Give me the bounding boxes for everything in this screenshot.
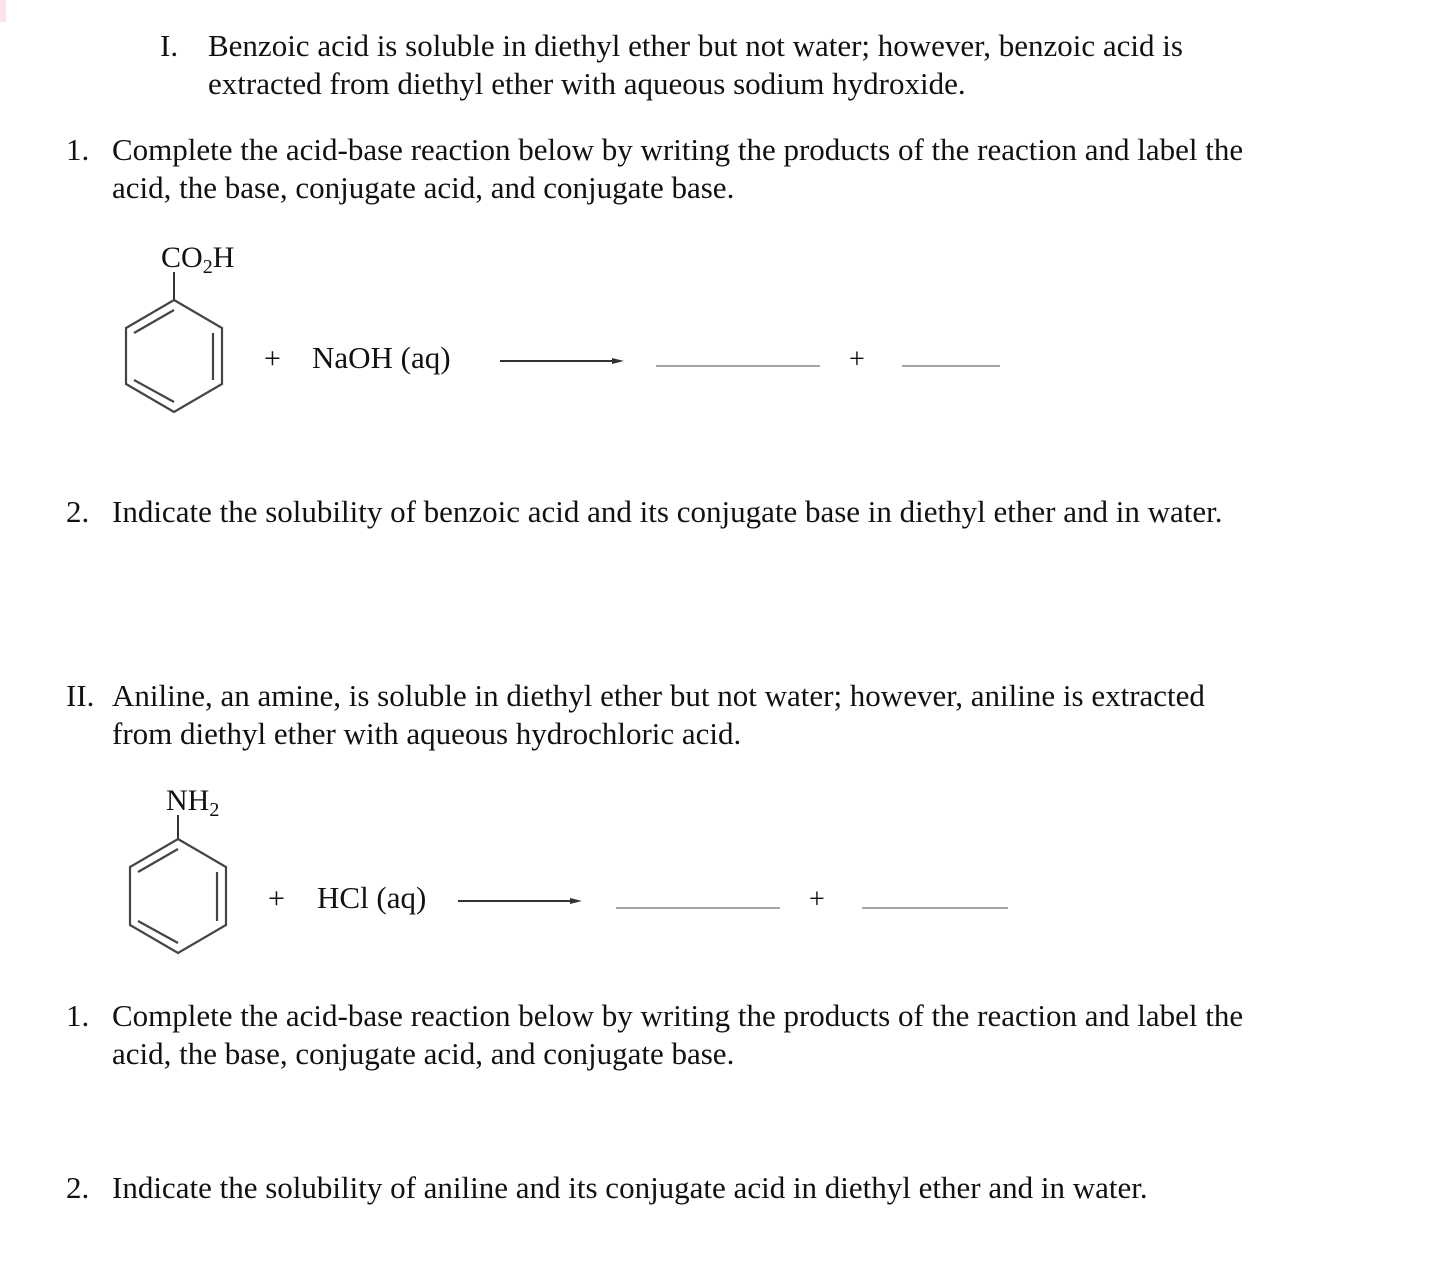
question-number: 1. <box>66 998 90 1033</box>
reaction-1-diagram <box>0 230 1100 430</box>
reagent-naoh: NaOH (aq) <box>312 340 451 375</box>
benzene-ring-2 <box>130 839 226 953</box>
reactant-plus: + <box>268 882 285 915</box>
reaction-arrow-1 <box>500 358 624 364</box>
section-i-text: Benzoic acid is soluble in diethyl ether but not water; however, benzoic acid is extracted from diethyl ether with aqueous sodium hydroxide. <box>208 28 1183 101</box>
section-i-question-1 <box>66 131 1266 207</box>
benzene-ring-1 <box>126 300 222 412</box>
section-ii-statement <box>66 677 1266 753</box>
question-text: Indicate the solubility of aniline and its conjugate acid in diethyl ether and in water. <box>112 1170 1148 1205</box>
question-text: Complete the acid-base reaction below by writing the products of the reaction and label the acid, the base, conjugate acid, and conjugate base. <box>112 998 1244 1071</box>
section-ii-question-2 <box>66 1169 1366 1207</box>
product-plus: + <box>809 884 825 915</box>
section-ii-question-1 <box>66 997 1266 1073</box>
reaction-arrow-2 <box>458 898 582 904</box>
section-i-question-2 <box>66 493 1266 531</box>
reaction-aniline <box>0 775 1100 965</box>
corner-mark <box>0 0 6 22</box>
section-i-statement <box>160 27 1280 103</box>
section-i-number: I. <box>160 28 179 63</box>
section-ii-text: Aniline, an amine, is soluble in diethyl ether but not water; however, aniline is extracted from diethyl ether with aqueous hydrochloric acid. <box>112 678 1205 751</box>
co2h-label: $CO_2H$ <box>161 241 235 278</box>
reaction-benzoic-acid <box>0 230 1100 430</box>
question-text: Complete the acid-base reaction below by writing the products of the reaction and label the acid, the base, conjugate acid, and conjugate base. <box>112 132 1244 205</box>
reactant-plus: + <box>264 342 281 375</box>
question-number: 2. <box>66 1170 90 1205</box>
question-number: 1. <box>66 132 90 167</box>
nh2-label: $NH_2$ <box>166 784 220 821</box>
reaction-2-diagram <box>0 775 1100 965</box>
question-text: Indicate the solubility of benzoic acid and its conjugate base in diethyl ether and in water. <box>112 494 1223 529</box>
reagent-hcl: HCl (aq) <box>317 880 427 915</box>
question-number: 2. <box>66 494 90 529</box>
product-plus: + <box>849 344 865 375</box>
section-ii-number: II. <box>66 678 95 713</box>
